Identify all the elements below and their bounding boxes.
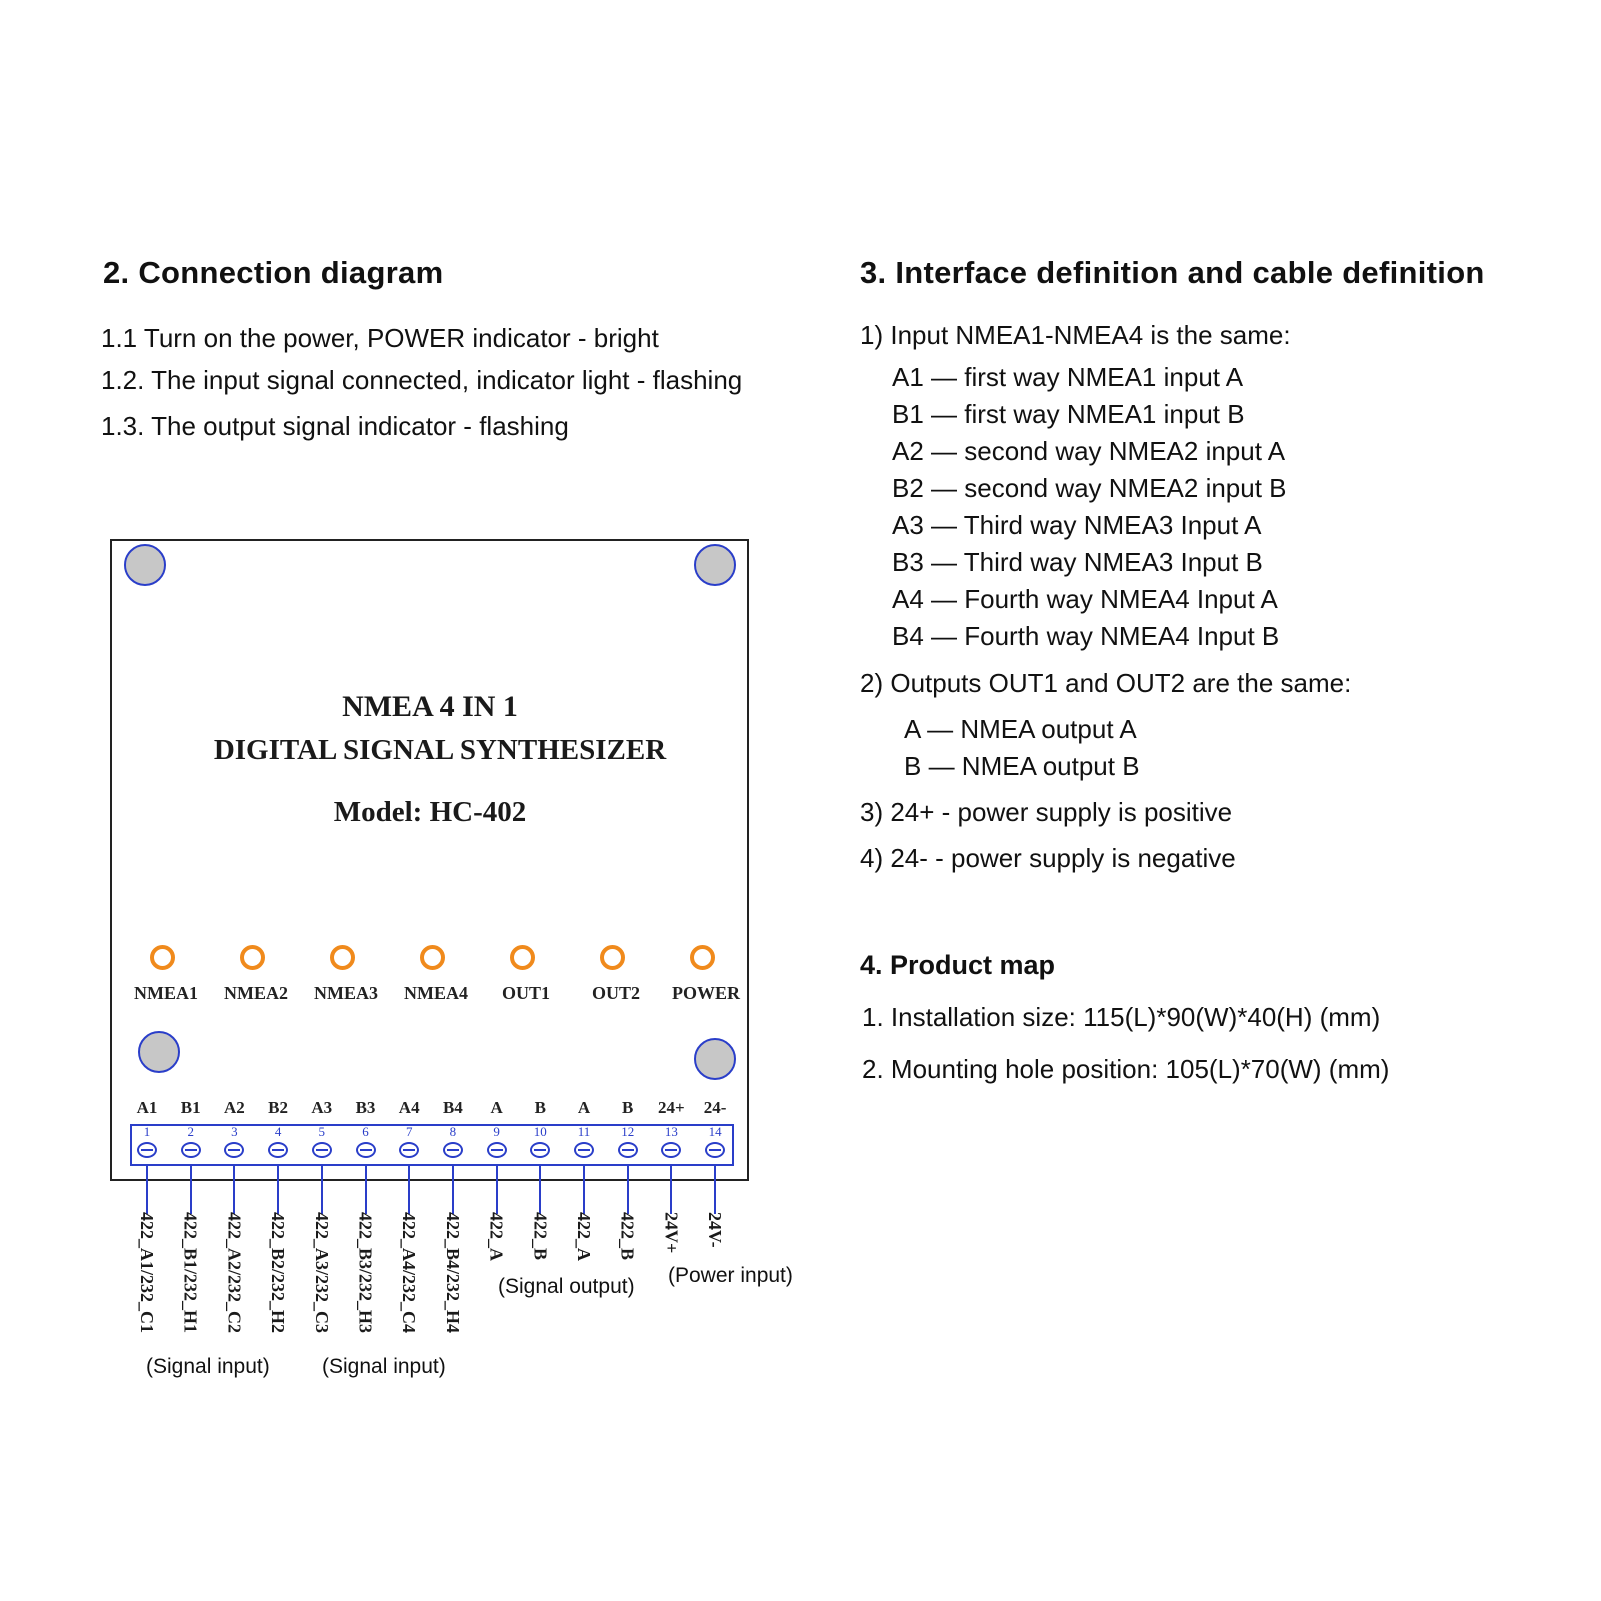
terminal-screw-icon <box>312 1142 332 1158</box>
led-label: NMEA2 <box>224 983 288 1003</box>
section3-item1-line: B3 — Third way NMEA3 Input B <box>892 547 1263 577</box>
nmea2-led-icon <box>240 945 265 970</box>
wire-label: 422_A2/232_C2 <box>224 1212 245 1333</box>
wire-line <box>496 1166 498 1214</box>
wire-line <box>190 1166 192 1214</box>
mounting-hole-icon <box>124 544 166 586</box>
nmea3-led-icon <box>330 945 355 970</box>
wire-line <box>233 1166 235 1214</box>
section2-line-2: 1.2. The input signal connected, indicator light - flashing <box>101 365 743 395</box>
terminal-label: B <box>622 1098 634 1117</box>
section3-item4: 4) 24- - power supply is negative <box>860 843 1236 873</box>
led-label: NMEA4 <box>404 983 468 1003</box>
terminal-label: B1 <box>180 1098 201 1117</box>
terminal-number: 6 <box>362 1124 369 1139</box>
terminal-screw-icon <box>705 1142 725 1158</box>
section3-item1-line: A4 — Fourth way NMEA4 Input A <box>892 584 1278 614</box>
wire-line <box>539 1166 541 1214</box>
terminal-number: 11 <box>577 1124 591 1139</box>
section3-item1-title: 1) Input NMEA1-NMEA4 is the same: <box>860 320 1291 350</box>
terminal-number: 5 <box>318 1124 326 1139</box>
terminal-number: 14 <box>708 1124 722 1139</box>
terminal-screw-icon <box>181 1142 201 1158</box>
out2-led-icon <box>600 945 625 970</box>
wire-line <box>408 1166 410 1214</box>
signal-output-label: (Signal output) <box>498 1275 635 1298</box>
wire-line <box>277 1166 279 1214</box>
terminal-screw-icon <box>137 1142 157 1158</box>
wire-line <box>146 1166 148 1214</box>
terminal-number: 8 <box>449 1124 457 1139</box>
section4-line-1: 1. Installation size: 115(L)*90(W)*40(H) (mm) <box>862 1002 1381 1032</box>
section3-item3: 3) 24+ - power supply is positive <box>860 797 1233 827</box>
wire-label: 422_A1/232_C1 <box>137 1212 157 1333</box>
terminal-number: 9 <box>493 1124 500 1139</box>
terminal-number: 13 <box>664 1124 678 1139</box>
signal-input-label: (Signal input) <box>146 1355 270 1378</box>
wire-label: 24V- <box>705 1212 726 1248</box>
wire-label: 422_A4/232_C4 <box>399 1212 420 1333</box>
section2-line-1: 1.1 Turn on the power, POWER indicator - bright <box>101 323 659 353</box>
wire-label: 422_B1/232_H1 <box>180 1212 201 1334</box>
out1-led-icon <box>510 945 535 970</box>
wire-label: 422_A <box>574 1212 594 1261</box>
terminal-screw-icon <box>443 1142 463 1158</box>
wire-label: 422_B2/232_H2 <box>268 1212 289 1334</box>
terminal-label: B <box>534 1098 546 1117</box>
board-title-line1: NMEA 4 IN 1 <box>342 690 518 723</box>
power-input-label: (Power input) <box>668 1264 793 1287</box>
terminal-label: B3 <box>355 1098 376 1117</box>
mounting-hole-icon <box>138 1031 180 1073</box>
wire-label: 422_A3/232_C3 <box>311 1212 332 1333</box>
terminal-label: A <box>577 1098 591 1117</box>
nmea1-led-icon <box>150 945 175 970</box>
terminal-number: 1 <box>143 1124 151 1139</box>
terminal-label: A <box>490 1098 503 1117</box>
section3-item1-line: A2 — second way NMEA2 input A <box>892 436 1286 466</box>
section4-title: 4. Product map <box>860 950 1056 980</box>
wire-label: 422_A <box>486 1212 507 1261</box>
section3-item1-line: B4 — Fourth way NMEA4 Input B <box>892 621 1280 651</box>
terminal-number: 12 <box>621 1124 635 1139</box>
terminal-number: 3 <box>231 1124 238 1139</box>
mounting-hole-icon <box>694 1038 736 1080</box>
led-label: NMEA3 <box>314 983 378 1003</box>
section3-item2-line: B — NMEA output B <box>904 751 1140 781</box>
nmea4-led-icon <box>420 945 445 970</box>
power-led-icon <box>690 945 715 970</box>
terminal-label: 24- <box>703 1098 727 1117</box>
board-title-line2: DIGITAL SIGNAL SYNTHESIZER <box>213 734 667 766</box>
wire-line <box>365 1166 367 1214</box>
section3-item2-line: A — NMEA output A <box>904 714 1137 744</box>
mounting-hole-icon <box>694 544 736 586</box>
section3-item1-line: B2 — second way NMEA2 input B <box>892 473 1287 503</box>
terminal-screw-icon <box>574 1142 594 1158</box>
wire-line <box>627 1166 629 1214</box>
board-model: Model: HC-402 <box>333 796 527 828</box>
terminal-label: A3 <box>311 1098 333 1117</box>
terminal-number: 10 <box>533 1124 547 1139</box>
terminal-screw-icon <box>487 1142 507 1158</box>
wire-label: 422_B3/232_H3 <box>355 1212 376 1334</box>
section3-item1-line: A3 — Third way NMEA3 Input A <box>892 510 1262 540</box>
led-label: NMEA1 <box>134 983 198 1003</box>
terminal-label: B2 <box>268 1098 289 1117</box>
terminal-label: 24+ <box>658 1098 685 1117</box>
terminal-number: 7 <box>405 1124 413 1139</box>
section2-line-3: 1.3. The output signal indicator - flashing <box>101 411 569 441</box>
device-board <box>110 539 749 1181</box>
wire-line <box>670 1166 672 1214</box>
wire-label: 422_B4/232_H4 <box>442 1212 463 1334</box>
section3-item1-line: A1 — first way NMEA1 input A <box>892 362 1244 392</box>
terminal-screw-icon <box>356 1142 376 1158</box>
wire-line <box>321 1166 323 1214</box>
wire-line <box>452 1166 454 1214</box>
led-label: POWER <box>671 983 740 1003</box>
terminal-number: 4 <box>274 1124 282 1139</box>
section3-item2-title: 2) Outputs OUT1 and OUT2 are the same: <box>860 668 1352 698</box>
terminal-number: 2 <box>187 1124 194 1139</box>
terminal-screw-icon <box>618 1142 638 1158</box>
terminal-label: A4 <box>398 1098 420 1117</box>
signal-input-label: (Signal input) <box>322 1355 446 1378</box>
terminal-label: A2 <box>224 1098 245 1117</box>
section2-title: 2. Connection diagram <box>103 255 444 290</box>
terminal-label: A1 <box>136 1098 158 1117</box>
section4-line-2: 2. Mounting hole position: 105(L)*70(W) (mm) <box>862 1054 1390 1084</box>
led-label: OUT2 <box>591 983 640 1003</box>
wire-label: 24V+ <box>661 1212 682 1254</box>
wire-label: 422_B <box>617 1212 638 1261</box>
wire-line <box>714 1166 716 1214</box>
section3-title: 3. Interface definition and cable definition <box>860 255 1485 290</box>
terminal-label: B4 <box>442 1098 463 1117</box>
led-label: OUT1 <box>501 983 550 1003</box>
section3-item1-line: B1 — first way NMEA1 input B <box>892 399 1245 429</box>
terminal-screw-icon <box>268 1142 288 1158</box>
wire-label: 422_B <box>530 1212 551 1261</box>
wire-line <box>583 1166 585 1214</box>
